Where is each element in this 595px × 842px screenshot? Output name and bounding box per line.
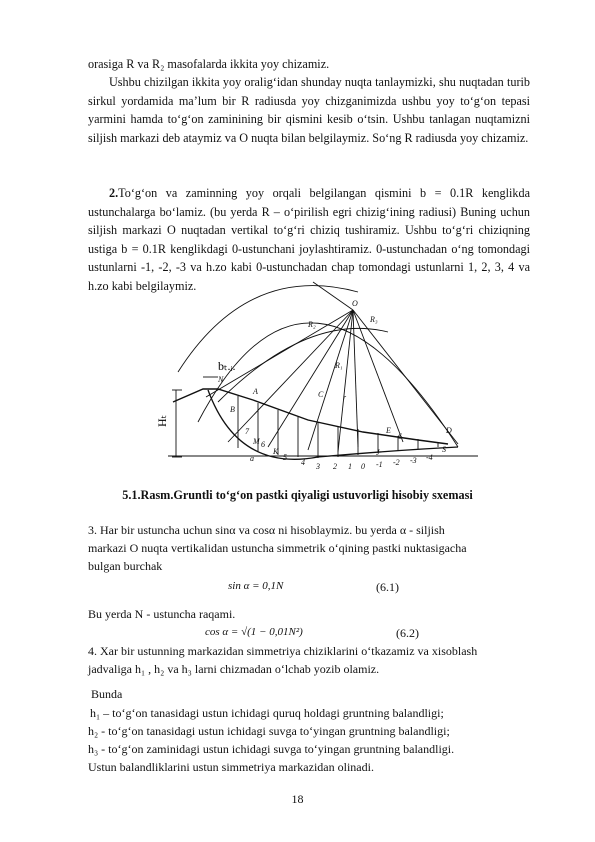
label-minus2: -2 [393, 458, 400, 467]
item4-line1: 4. Xar bir ustunning markazidan simmetriya chiziklarini o‘tkazamiz va xisoblash [88, 644, 478, 658]
equation-6-1: sin α = 0,1N [228, 580, 284, 592]
item3-line1: 3. Har bir ustuncha uchun sinα va cosα ni hisoblaymiz. bu yerda α - siljish [88, 523, 445, 537]
label-bt: bₜ.ᵢ. [218, 359, 236, 373]
h1-definition: h₁ – to‘g‘on tanasidagi ustun ichidagi quruq holdagi gruntning balandligi; [90, 706, 444, 720]
label-R3: R₃ [370, 315, 378, 324]
h3-definition: h₃ - to‘g‘on zaminidagi ustun ichidagi suvga to‘yingan gruntning balandligi. [88, 742, 455, 756]
label-D: D [446, 426, 452, 435]
paragraph-3-text: To‘g‘on va zaminning yoy orqali belgilangan qismini b = 0.1R kenglikda ustunchalarga bo‘lamiz. (bu yerda R – o‘pirilish egri chizig‘ining radiusi) Buning uchun siljish markazi O nuqtadan vertikal to‘g‘ri chiziq tushiramiz. Ushbu to‘g‘ri chiziqning ustiga b = 0.1R kenglikdagi 0-ustunchani joylashtiramiz. 0-ustunchadan o‘ng tomondagi ustunlarni -1, -2, -3 va h.zo kabi 0-ustunchadan chap tomondagi ustunlarni 1, 2, 3, 4 va h.zo kabi belgilaymiz. [88, 186, 530, 293]
label-7: 7 [245, 427, 249, 436]
label-r: r [343, 393, 347, 402]
item3-line4: Bu yerda N - ustuncha raqami. [88, 607, 236, 621]
label-M: M [253, 437, 260, 446]
label-minus4: -4 [426, 453, 433, 462]
label-O: O [352, 299, 358, 308]
label-E: E [386, 426, 391, 435]
label-C: C [318, 390, 324, 399]
equation-6-2: cos α = √(1 − 0,01N²) [205, 626, 303, 638]
paragraph-2: Ushbu chizilgan ikkita yoy oralig‘idan shunday nuqta tanlaymizki, shu nuqtadan turib sirkul yordamida ma’lum bir R radiusda yoy chizganimizda ushbu yoy to‘g‘on tepasi yarmini hamda to‘g‘on zaminining bir qismini kesib o‘tsin. Ushbu tanlagan nuqtamizni siljish markazi deb ataymiz va O nuqta bilan belgilaymiz. So‘ng R radiusda yoy chizamiz. [88, 75, 530, 145]
h2-definition: h₂ - to‘g‘on tanasidagi ustun ichidagi suvga to‘yingan gruntning balandligi; [88, 724, 450, 738]
label-J: J [376, 448, 380, 457]
label-2: 2 [333, 462, 337, 471]
label-minus3: -3 [410, 456, 417, 465]
label-B: B [230, 405, 235, 414]
label-3: 3 [316, 462, 320, 471]
label-minus1: -1 [376, 460, 383, 469]
label-1: 1 [348, 462, 352, 471]
label-a: a [250, 454, 254, 463]
label-A: A [253, 387, 258, 396]
equation-6-1-number: (6.1) [376, 580, 399, 594]
equation-6-2-number: (6.2) [396, 626, 419, 640]
label-R2: R₂ [308, 320, 316, 329]
para-1-line: orasiga R va R₂ masofalarda ikkita yoy chizamiz. [88, 57, 330, 71]
label-0: 0 [361, 462, 365, 471]
closing-line: Ustun balandliklarini ustun simmetriya markazidan olinadi. [88, 760, 374, 774]
label-6b: 6 [398, 432, 402, 441]
label-6: 6 [261, 440, 265, 449]
item3-line2: markazi O nuqta vertikalidan ustuncha simmetrik o‘qining pastki nuktasigacha [88, 541, 467, 555]
label-ht: Hₜ [155, 414, 169, 427]
label-5: 5 [283, 453, 287, 462]
label-S: S [442, 445, 446, 454]
item4-line2: jadvaliga h₁ , h₂ va h₃ larni chizmadan o‘lchab yozib olamiz. [88, 662, 380, 676]
label-R1: R₁ [335, 361, 343, 370]
stability-diagram [155, 272, 488, 472]
label-N: N [218, 375, 224, 384]
label-4: 4 [301, 458, 305, 467]
bunda-label: Bunda [91, 687, 123, 701]
page-number: 18 [291, 792, 304, 806]
item-number: 2. [109, 186, 119, 200]
figure-caption: 5.1.Rasm.Gruntli to‘g‘on pastki qiyaligi ustuvorligi hisobiy sxemasi [122, 488, 473, 502]
item3-line3: bulgan burchak [88, 559, 163, 573]
label-K: K [273, 447, 279, 456]
